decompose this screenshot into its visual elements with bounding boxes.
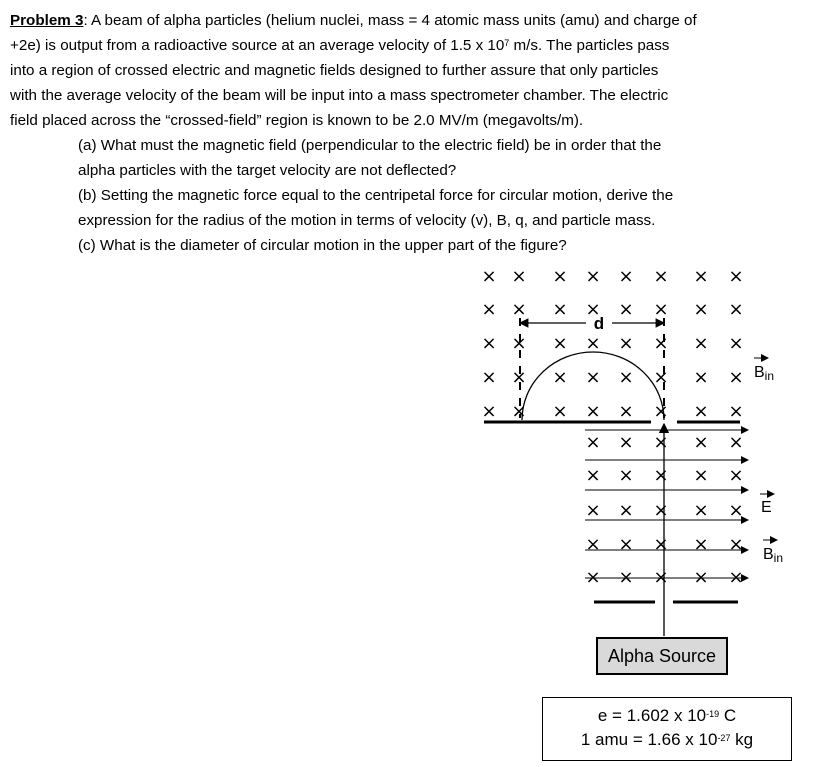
field-cross: × [693,333,709,354]
field-cross: × [585,465,601,486]
field-cross: × [585,500,601,521]
field-cross: × [693,534,709,555]
magnetic-field-crosses [481,266,743,588]
field-cross: × [653,367,669,388]
electron-charge-constant: e = 1.602 x $10^{-19}$ C [597,706,737,725]
field-cross: × [481,266,497,287]
field-cross: × [653,333,669,354]
field-cross: × [618,333,634,354]
question-a: (a) What must the magnetic field (perpendicular to the electric field) be in order that the alpha particles with the target velocity are not deflected? [78,137,662,179]
field-cross: × [618,367,634,388]
field-cross: × [511,333,527,354]
field-cross: × [653,500,669,521]
alpha-source-box: Alpha Source [596,637,728,675]
field-cross: × [728,401,744,422]
field-cross: × [693,567,709,588]
field-cross: × [618,534,634,555]
problem-label: Problem 3 [10,12,84,29]
field-cross: × [728,333,744,354]
problem-line-5: field placed across the “crossed-field” region is known to be 2.0 MV/m (megavolts/m). [10,112,584,129]
field-cross: × [585,401,601,422]
problem-line-2: +2e) is output from a radioactive source at an average velocity of 1.5 x $10^7$ m/s. The particles pass [10,37,670,54]
field-cross: × [728,567,744,588]
field-cross: × [728,367,744,388]
field-cross: × [552,367,568,388]
constants-box [542,697,792,761]
field-cross: × [618,567,634,588]
field-cross: × [693,266,709,287]
field-cross: × [653,299,669,320]
field-cross: × [728,432,744,453]
svg-text:Bin: Bin [763,546,784,565]
field-cross: × [585,299,601,320]
field-cross: × [653,567,669,588]
field-cross: × [728,266,744,287]
field-cross: × [618,266,634,287]
field-cross: × [618,432,634,453]
field-cross: × [511,401,527,422]
field-cross: × [693,500,709,521]
field-cross: × [728,534,744,555]
field-cross: × [653,432,669,453]
field-cross: × [585,333,601,354]
field-cross: × [618,299,634,320]
b-field-label-upper [754,358,774,383]
amu-constant: 1 amu = 1.66 x $10^{-27}$ kg [580,730,754,749]
svg-text:E: E [761,499,772,516]
field-cross: × [481,333,497,354]
field-cross: × [552,266,568,287]
problem-line-1: Problem 3: A beam of alpha particles (helium nuclei, mass = 4 atomic mass units (amu) and charge of [10,12,697,29]
b-field-label-lower [763,540,783,565]
field-cross: × [585,567,601,588]
field-cross: × [693,465,709,486]
field-cross: × [511,367,527,388]
field-cross: × [585,432,601,453]
field-cross: × [653,401,669,422]
field-cross: × [728,465,744,486]
field-cross: × [481,401,497,422]
field-cross: × [618,401,634,422]
problem-line-3: into a region of crossed electric and magnetic fields designed to further assure that only particles [10,62,659,79]
field-cross: × [653,266,669,287]
field-cross: × [552,401,568,422]
svg-text:Bin: Bin [754,364,775,383]
field-cross: × [653,534,669,555]
problem-line-4: with the average velocity of the beam will be input into a mass spectrometer chamber. The electric [10,87,669,104]
question-c: (c) What is the diameter of circular motion in the upper part of the figure? [78,237,567,254]
field-cross: × [511,299,527,320]
field-cross: × [728,500,744,521]
field-cross: × [693,432,709,453]
field-cross: × [552,333,568,354]
field-cross: × [585,534,601,555]
e-field-label [760,494,774,516]
distance-label: d [593,314,605,333]
field-cross: × [653,465,669,486]
field-cross: × [728,299,744,320]
field-cross: × [618,465,634,486]
field-cross: × [481,299,497,320]
field-cross: × [585,367,601,388]
field-cross: × [481,367,497,388]
field-cross: × [552,299,568,320]
field-cross: × [693,367,709,388]
question-b: (b) Setting the magnetic force equal to the centripetal force for circular motion, derive the expression for the radius of the motion in terms of velocity (v), B, q, and particle mass. [78,187,674,229]
field-cross: × [618,500,634,521]
field-cross: × [693,401,709,422]
field-cross: × [511,266,527,287]
field-cross: × [693,299,709,320]
field-cross: × [585,266,601,287]
